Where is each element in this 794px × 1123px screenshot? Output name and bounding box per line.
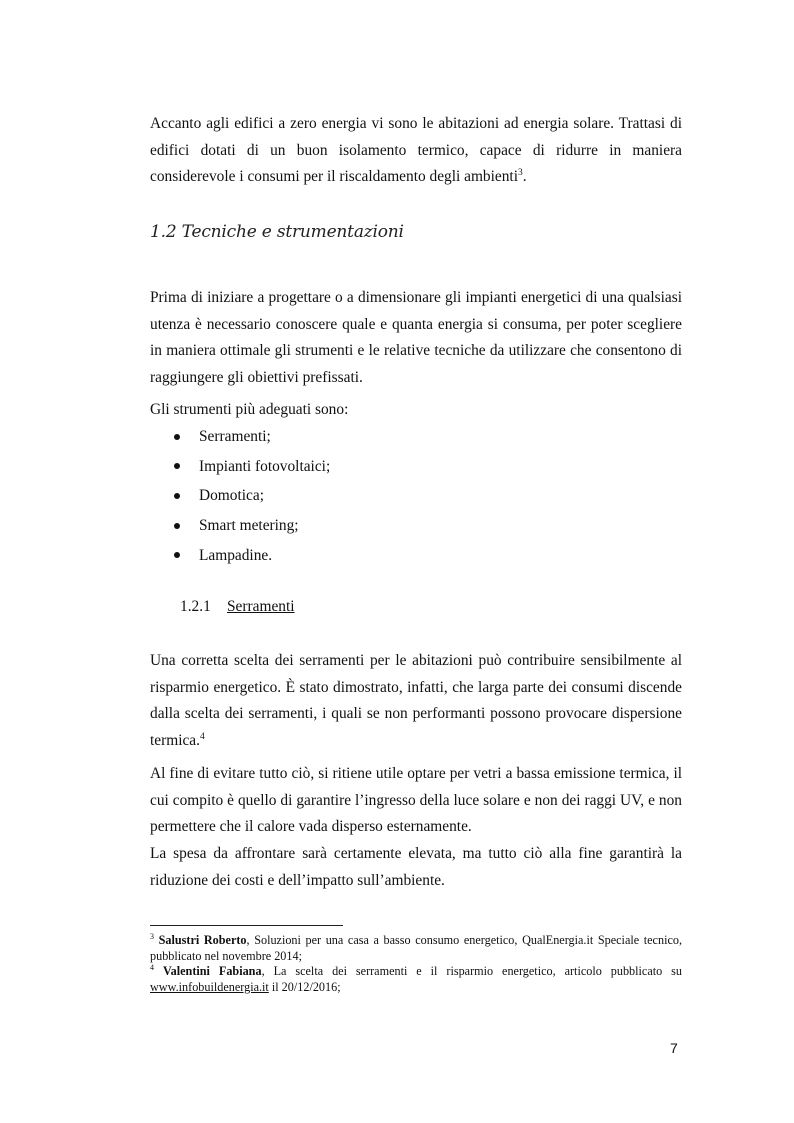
list-item: Lampadine.	[150, 543, 330, 573]
bullet-icon	[174, 463, 180, 469]
subsection-number: 1.2.1	[180, 598, 211, 615]
footnote-4: $^4$ Valentini Fabiana, La scelta dei serramenti e il risparmio energetico, articolo pubblicato su www.infobuildenergia.it il 20/12/2016;	[150, 963, 682, 994]
serramenti-paragraph-3: La spesa da affrontare sarà certamente elevata, ma tutto ciò alla fine garantirà la riduzione dei costi e dell’impatto sull’ambiente.	[150, 845, 682, 889]
list-item: Domotica;	[150, 483, 330, 513]
subsection-title: Serramenti	[227, 598, 295, 615]
footnote-ref-4[interactable]: 4	[200, 731, 205, 742]
footnote-3: $^3$ Salustri Roberto, Soluzioni per una casa a basso consumo energetico, QualEnergia.it Speciale tecnico, pubblicato nel novembre 2014;	[150, 932, 683, 963]
footnote-ref-3[interactable]: 3	[518, 168, 523, 178]
footnote-author: Valentini Fabiana	[162, 964, 262, 978]
intro-paragraph: Accanto agli edifici a zero energia vi sono le abitazioni ad energia solare. Trattasi di edifici dotati di un buon isolamento termico, capace di ridurre in maniera considerevole i consumi per il riscaldamento degli ambienti$^3$.	[150, 115, 682, 185]
bullet-icon	[174, 434, 180, 440]
list-item: Serramenti;	[150, 424, 330, 454]
footnote-separator	[150, 925, 343, 926]
bullet-icon	[174, 523, 180, 529]
bullet-icon	[174, 552, 180, 558]
subsection-heading	[180, 595, 295, 619]
page-number: 7	[670, 1040, 678, 1056]
list-item: Smart metering;	[150, 513, 330, 543]
infobuild-link[interactable]: www.infobuildenergia.it	[150, 979, 269, 994]
list-item: Impianti fotovoltaici;	[150, 454, 330, 484]
bullet-icon	[174, 493, 180, 499]
serramenti-paragraph-2: Al fine di evitare tutto ciò, si ritiene utile optare per vetri a bassa emissione termica, il cui compito è quello di garantire l’ingresso della luce solare e non dei raggi UV, e non permettere che il calore vada disperso esternamente.	[150, 765, 682, 835]
section-paragraph: Prima di iniziare a progettare o a dimensionare gli impianti energetici di una qualsiasi utenza è necessario conoscere quale e quanta energia si consuma, per poter scegliere in maniera ottimale gli strumenti e le relative tecniche da utilizzare che consentono di raggiungere gli obiettivi prefissati.	[150, 289, 682, 386]
footnote-author: Salustri Roberto	[158, 933, 247, 947]
footnotes	[150, 933, 682, 995]
tools-list	[150, 424, 330, 572]
serramenti-paragraph-1: Una corretta scelta dei serramenti per le abitazioni può contribuire sensibilmente al risparmio energetico. È stato dimostrato, infatti, che larga parte dei consumi discende dalla scelta dei serramenti, i quali se non performanti possono provocare dispersione termica.$^4$	[150, 652, 682, 749]
list-intro: Gli strumenti più adeguati sono:	[150, 401, 349, 418]
section-heading: 1.2 Tecniche e strumentazioni	[150, 222, 404, 242]
